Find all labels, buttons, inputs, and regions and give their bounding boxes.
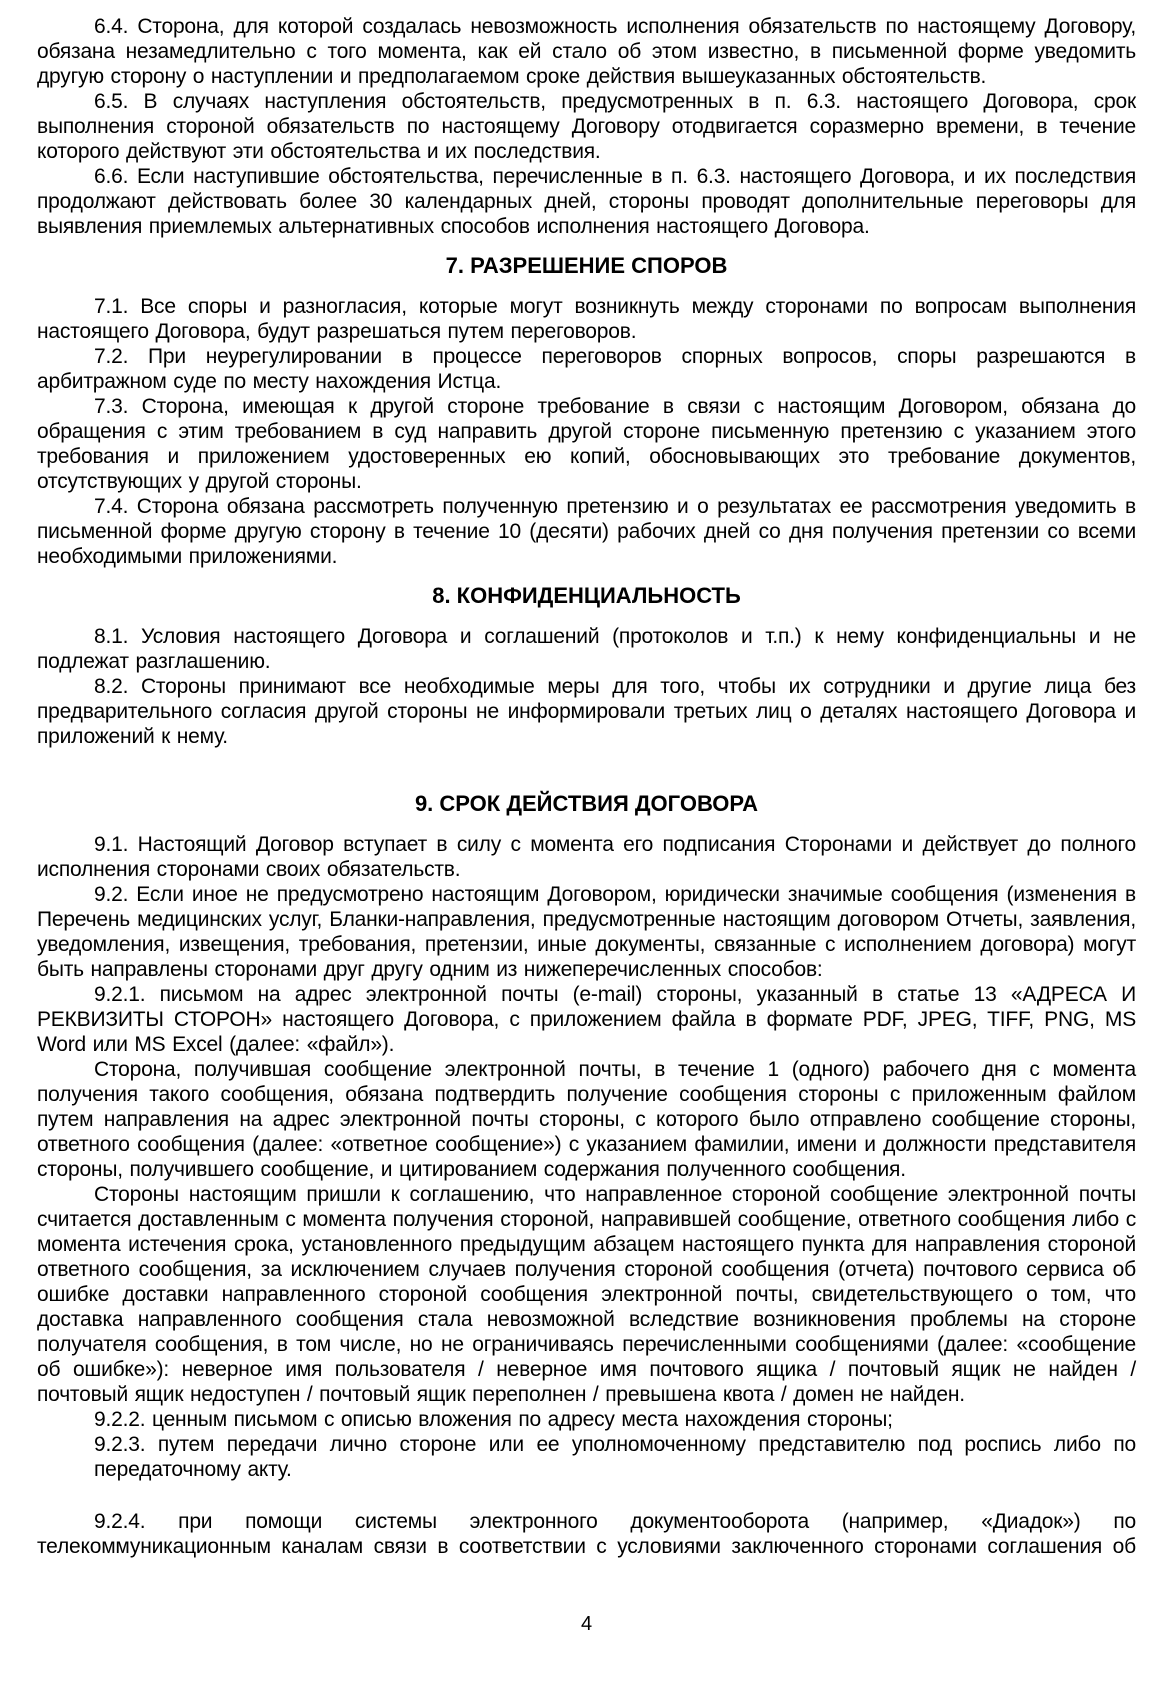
paragraph-7-4: 7.4. Сторона обязана рассмотреть полученную претензию и о результатах ее рассмотрения уведомить в письменной форме другую сторону в течение 10 (десяти) рабочих дней со дня получения претензии со всеми необходимыми приложениями.: [37, 495, 1136, 568]
page-number: 4: [580, 1613, 593, 1635]
paragraph-7-1: 7.1. Все споры и разногласия, которые могут возникнуть между сторонами по вопросам выполнения настоящего Договора, будут разрешаться путем переговоров.: [37, 295, 1136, 343]
paragraph-9-2-1-delivery-rules: Стороны настоящим пришли к соглашению, что направленное стороной сообщение электронной почты считается доставленным с момента получения стороной, направившей сообщение, ответного сообщения либо с момента истечения срока, установленного предыдущим абзацем настоящего пункта для направления стороной ответного сообщения, за исключением случаев получения стороной сообщения (отчета) почтового сервиса об ошибке доставки направленного стороной сообщения электронной почты, свидетельствующего о том, что доставка направленного сообщения стала невозможной вследствие возникновения проблемы на стороне получателя сообщения, в том числе, но не ограничиваясь перечисленными сообщениями (далее: «сообщение об ошибке»): неверное имя пользователя / неверное имя почтового ящика / почтовый ящик не найден / почтовый ящик недоступен / почтовый ящик переполнен / превышена квота / домен не найден.: [37, 1183, 1136, 1406]
paragraph-8-1: 8.1. Условия настоящего Договора и соглашений (протоколов и т.п.) к нему конфиденциальны и не подлежат разглашению.: [37, 625, 1136, 673]
paragraph-7-3: 7.3. Сторона, имеющая к другой стороне требование в связи с настоящим Договором, обязана до обращения с этим требованием в суд направить другой стороне письменную претензию с указанием этого требования и приложением удостоверенных ею копий, обосновывающих это требование документов, отсутствующих у другой стороны.: [37, 395, 1136, 493]
paragraph-9-2-3: 9.2.3. путем передачи лично стороне или ее уполномоченному представителю под роспись либо по передаточному акту.: [94, 1433, 1136, 1481]
paragraph-7-2: 7.2. При неурегулировании в процессе переговоров спорных вопросов, споры разрешаются в арбитражном суде по месту нахождения Истца.: [37, 345, 1136, 393]
section-7-heading: 7. РАЗРЕШЕНИЕ СПОРОВ: [445, 253, 728, 278]
section-8-heading: 8. КОНФИДЕНЦИАЛЬНОСТЬ: [432, 583, 741, 608]
section-9-heading: 9. СРОК ДЕЙСТВИЯ ДОГОВОРА: [414, 791, 759, 816]
paragraph-9-2: 9.2. Если иное не предусмотрено настоящим Договором, юридически значимые сообщения (изменения в Перечень медицинских услуг, Бланки-направления, предусмотренные настоящим договором Отчеты, заявления, уведомления, извещения, требования, претензии, иные документы, связанные с исполнением договора) могут быть направлены сторонами друг другу одним из нижеперечисленных способов:: [37, 883, 1136, 981]
paragraph-6-5: 6.5. В случаях наступления обстоятельств, предусмотренных в п. 6.3. настоящего Договора, срок выполнения стороной обязательств по настоящему Договору отодвигается соразмерно времени, в течение которого действуют эти обстоятельства и их последствия.: [37, 90, 1136, 163]
paragraph-9-2-4: 9.2.4. при помощи системы электронного документооборота (например, «Диадок») по телекоммуникационным каналам связи в соответствии с условиями заключенного сторонами соглашения об: [37, 1510, 1136, 1558]
paragraph-8-2: 8.2. Стороны принимают все необходимые меры для того, чтобы их сотрудники и другие лица без предварительного согласия другой стороны не информировали третьих лиц о деталях настоящего Договора и приложений к нему.: [37, 675, 1136, 748]
paragraph-9-1: 9.1. Настоящий Договор вступает в силу с момента его подписания Сторонами и действует до полного исполнения сторонами своих обязательств.: [37, 833, 1136, 881]
paragraph-9-2-1: 9.2.1. письмом на адрес электронной почты (e-mail) стороны, указанный в статье 13 «АДРЕСА И РЕКВИЗИТЫ СТОРОН» настоящего Договора, с приложением файла в формате PDF, JPEG, TIFF, PNG, MS Word или MS Excel (далее: «файл»).: [37, 983, 1136, 1056]
paragraph-6-4: 6.4. Сторона, для которой создалась невозможность исполнения обязательств по настоящему Договору, обязана незамедлительно с того момента, как ей стало об этом известно, в письменной форме уведомить другую сторону о наступлении и предполагаемом сроке действия вышеуказанных обстоятельств.: [37, 15, 1136, 88]
paragraph-6-6: 6.6. Если наступившие обстоятельства, перечисленные в п. 6.3. настоящего Договора, и их последствия продолжают действовать более 30 календарных дней, стороны проводят дополнительные переговоры для выявления приемлемых альтернативных способов исполнения настоящего Договора.: [37, 165, 1136, 238]
paragraph-9-2-2: 9.2.2. ценным письмом с описью вложения по адресу места нахождения стороны;: [94, 1408, 893, 1431]
paragraph-9-2-1-reply-message: Сторона, получившая сообщение электронной почты, в течение 1 (одного) рабочего дня с момента получения такого сообщения, обязана подтвердить получение сообщения стороны с приложенным файлом путем направления на адрес электронной почты стороны, с которого было отправлено сообщение стороны, ответного сообщения (далее: «ответное сообщение») с указанием фамилии, имени и должности представителя стороны, получившего сообщение, и цитированием содержания полученного сообщения.: [37, 1058, 1136, 1181]
